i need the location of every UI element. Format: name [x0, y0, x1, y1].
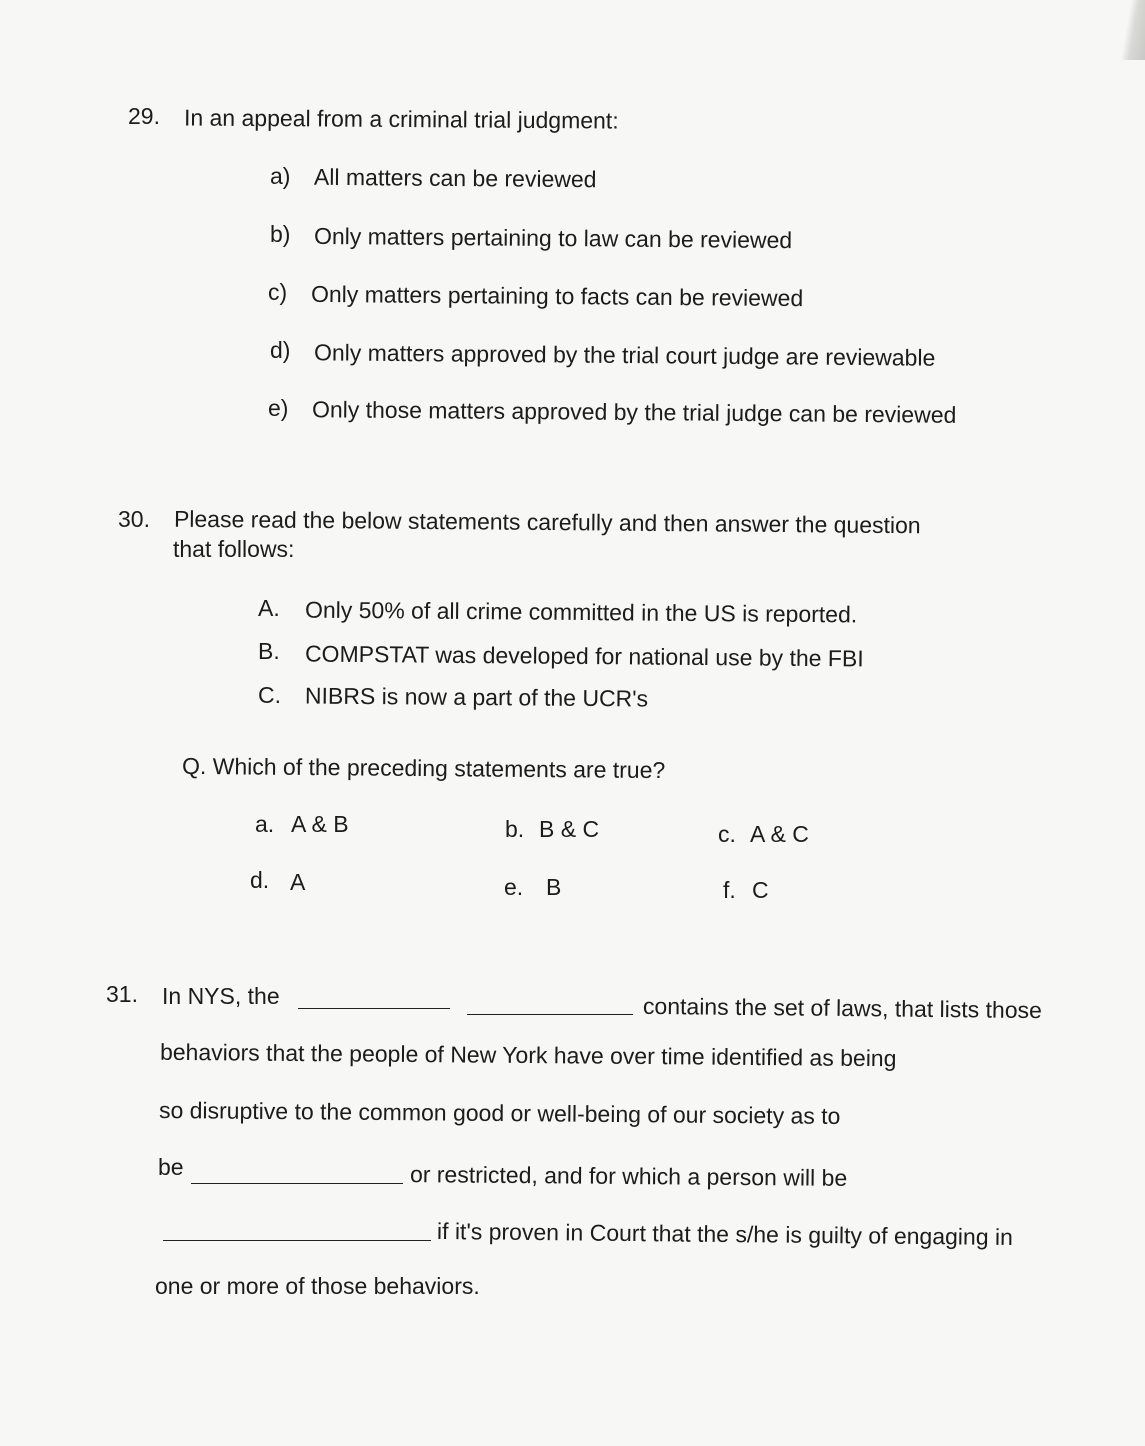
answer-text: A: [290, 869, 306, 895]
answer-blank-4: [163, 1222, 431, 1241]
option-letter: b): [270, 221, 291, 247]
answer-letter: e.: [504, 874, 524, 900]
option-letter: e): [268, 395, 289, 421]
answer-text: B & C: [539, 816, 600, 842]
question-text: In an appeal from a criminal trial judgment:: [183, 104, 619, 134]
answer-text: A & C: [750, 821, 809, 847]
option-letter: c): [268, 279, 288, 305]
answer-letter: b.: [505, 816, 525, 842]
answer-letter: a.: [255, 811, 275, 837]
option-text: Only matters pertaining to law can be reviewed: [313, 222, 793, 254]
question-text-line: behaviors that the people of New York have over time identified as being: [159, 1038, 897, 1072]
question-number: 30.: [118, 506, 150, 532]
option-letter: a): [270, 163, 291, 189]
answer-text: C: [752, 877, 769, 903]
statement-text: Only 50% of all crime committed in the US is reported.: [304, 596, 858, 628]
statement-letter: C.: [258, 682, 281, 708]
option-text: Only matters pertaining to facts can be reviewed: [310, 280, 804, 312]
statement-letter: B.: [258, 638, 280, 664]
question-number: 29.: [128, 103, 160, 129]
option-text: Only those matters approved by the trial judge can be reviewed: [311, 396, 957, 428]
question-text-end: or restricted, and for which a person will be: [409, 1161, 848, 1191]
question-text-start: be: [158, 1154, 184, 1180]
question-number: 31.: [106, 981, 138, 1007]
answer-letter: c.: [718, 821, 736, 847]
answer-blank-2: [467, 996, 633, 1015]
answer-letter: f.: [723, 877, 736, 903]
question-text-start: In NYS, the: [162, 983, 280, 1009]
question-prompt: Q. Which of the preceding statements are true?: [181, 752, 666, 784]
question-text-continued: that follows:: [173, 536, 295, 562]
question-text-end: contains the set of laws, that lists those: [642, 992, 1043, 1024]
page-fold-shadow: [1115, 0, 1145, 60]
question-text-line: one or more of those behaviors.: [155, 1273, 480, 1299]
answer-text: B: [546, 874, 562, 900]
option-text: Only matters approved by the trial court judge are reviewable: [313, 339, 936, 371]
question-text: Please read the below statements carefully and then answer the question: [173, 505, 921, 539]
question-text-end: if it's proven in Court that the s/he is guilty of engaging in: [436, 1217, 1014, 1251]
statement-text: NIBRS is now a part of the UCR's: [304, 682, 649, 712]
option-text: All matters can be reviewed: [313, 163, 597, 193]
answer-blank-3: [191, 1165, 403, 1184]
option-letter: d): [270, 337, 291, 363]
question-text-line: so disruptive to the common good or well-being of our society as to: [158, 1097, 841, 1129]
answer-blank-1: [298, 990, 450, 1009]
statement-letter: A.: [258, 595, 280, 621]
answer-text: A & B: [291, 811, 349, 837]
answer-letter: d.: [250, 867, 270, 893]
statement-text: COMPSTAT was developed for national use by the FBI: [304, 640, 864, 672]
